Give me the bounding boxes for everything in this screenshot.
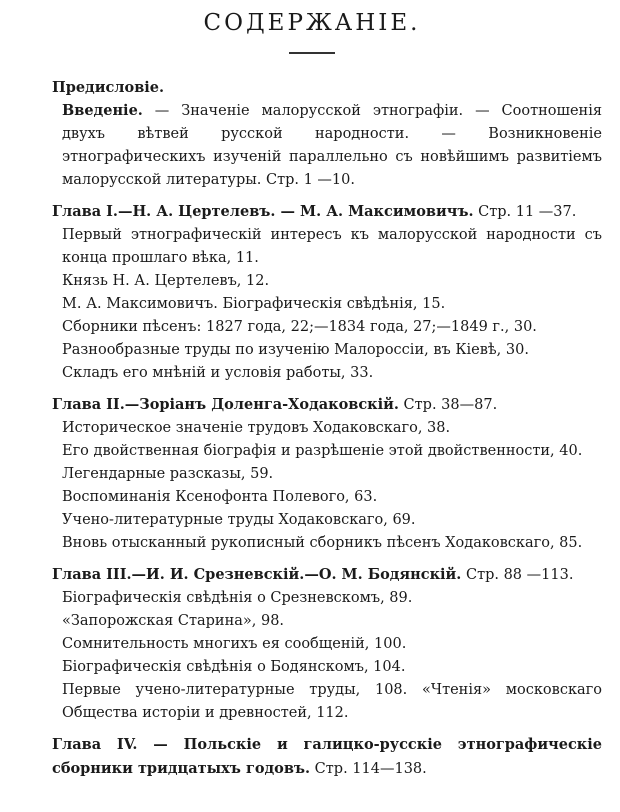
chapter-2-pages: Стр. 38—87.	[398, 397, 498, 413]
chapter-3-heading	[52, 563, 602, 587]
intro-text: — Значеніе малорусской этнографіи. — Соотношенія двухъ вѣтвей русской народности. — Возникновеніе этнографическихъ изученій параллельно съ новѣйшимъ развитіемъ малорусской литературы. Стр. 1 —10.	[62, 103, 602, 188]
list-item: Князь Н. А. Цертелевъ, 12.	[62, 273, 270, 289]
chapter-4-heading	[52, 733, 602, 781]
page-title: СОДЕРЖАНІЕ.	[203, 10, 421, 36]
chapter-3	[52, 563, 602, 725]
chapter-1-title: Глава I.—Н. А. Цертелевъ. — М. А. Максимовичъ.	[52, 203, 474, 220]
chapter-2-title: Глава II.—Зоріанъ Доленга-Ходаковскій.	[52, 396, 399, 413]
chapter-2	[52, 393, 602, 555]
list-item: Сборники пѣсенъ: 1827 года, 22;—1834 года, 27;—1849 г., 30.	[62, 319, 537, 335]
chapter-4-pages: Стр. 114—138.	[310, 761, 427, 777]
list-item: Его двойственная біографія и разрѣшеніе этой двойственности, 40.	[62, 443, 583, 459]
list-item: Первые учено-литературные труды, 108. «Чтенія» московскаго Общества исторіи и древностей, 112.	[62, 682, 602, 721]
list-item: Складъ его мнѣній и условія работы, 33.	[62, 365, 374, 381]
preface-heading: Предисловіе.	[52, 79, 165, 96]
title-divider	[289, 52, 335, 54]
chapter-3-pages: Стр. 88 —113.	[461, 567, 574, 583]
list-item: Разнообразные труды по изученію Малороссіи, въ Кіевѣ, 30.	[62, 342, 529, 358]
list-item: Первый этнографическій интересъ къ малорусской народности съ конца прошлаго вѣка, 11.	[62, 227, 602, 266]
list-item: Учено-литературные труды Ходаковскаго, 69.	[62, 512, 416, 528]
chapter-4	[52, 733, 602, 781]
chapter-1	[52, 200, 602, 385]
chapter-4-title: Глава IV. — Польскіе и галицко-русскіе этнографическіе сборники тридцатыхъ годовъ.	[52, 736, 602, 777]
list-item: Воспоминанія Ксенофонта Полевого, 63.	[62, 489, 378, 505]
list-item: М. А. Максимовичъ. Біографическія свѣдѣнія, 15.	[62, 296, 446, 312]
chapter-2-heading	[52, 393, 602, 417]
list-item: Біографическія свѣдѣнія о Бодянскомъ, 104.	[62, 659, 406, 675]
chapter-1-pages: Стр. 11 —37.	[473, 204, 577, 220]
list-item: Вновь отысканный рукописный сборникъ пѣсенъ Ходаковскаго, 85.	[62, 535, 583, 551]
list-item: Сомнительность многихъ ея сообщеній, 100.	[62, 636, 407, 652]
chapter-1-heading	[52, 200, 602, 224]
chapter-3-title: Глава III.—И. И. Срезневскій.—О. М. Бодянскій.	[52, 566, 462, 583]
list-item: «Запорожская Старина», 98.	[62, 613, 285, 629]
list-item: Историческое значеніе трудовъ Ходаковскаго, 38.	[62, 420, 451, 436]
intro-label: Введеніе.	[62, 102, 143, 119]
front-matter	[52, 76, 602, 192]
list-item: Біографическія свѣдѣнія о Срезневскомъ, 89.	[62, 590, 413, 606]
list-item: Легендарные разсказы, 59.	[62, 466, 274, 482]
intro-entry	[52, 99, 602, 192]
